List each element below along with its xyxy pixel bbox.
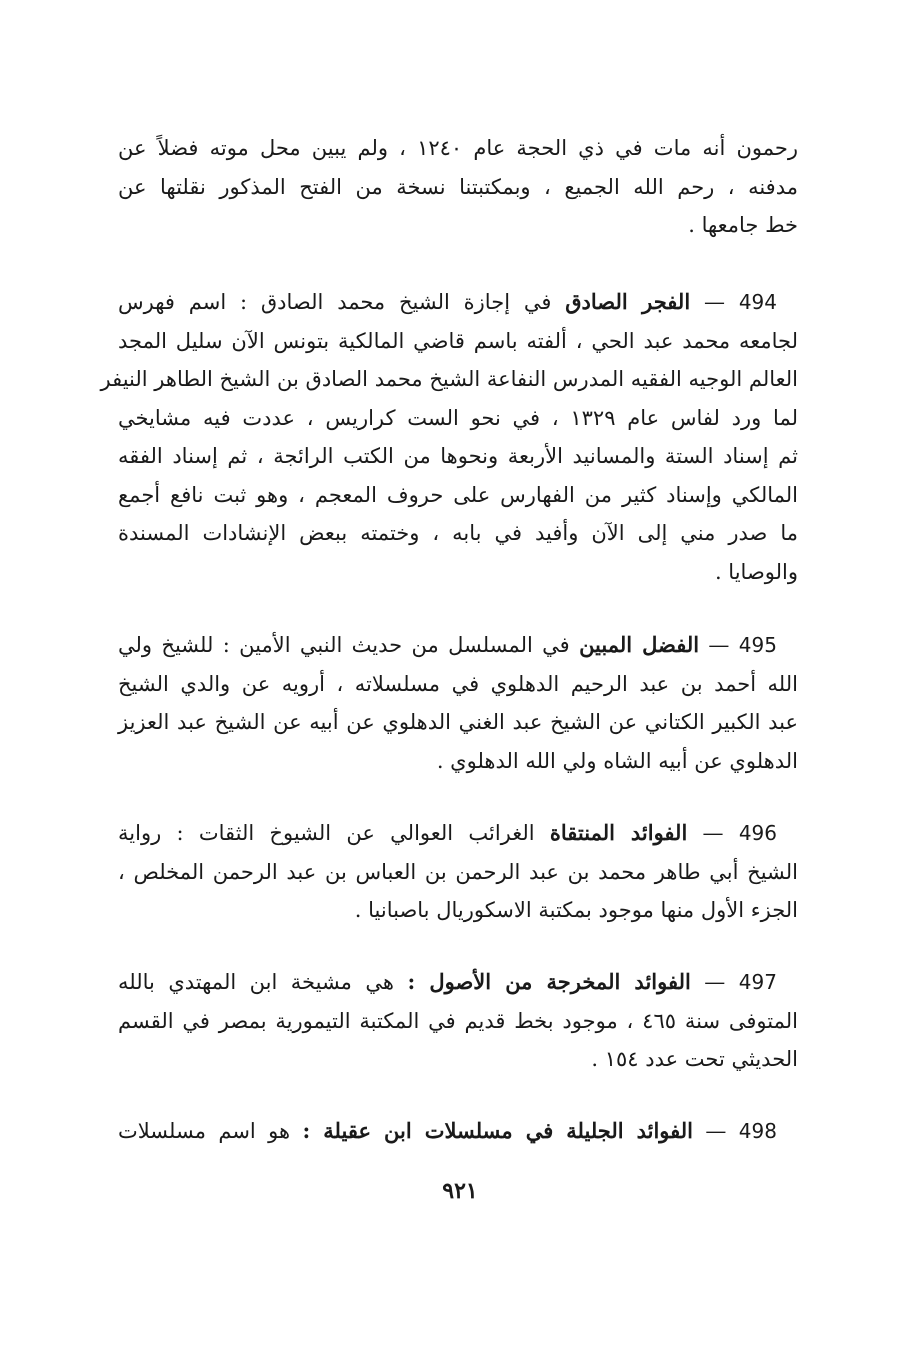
text-line: رحمون أنه مات في ذي الحجة عام ١٢٤٠ ، ولم يبين محل موته فضلاً عن <box>118 136 798 160</box>
entry-title: الفوائد الجليلة في مسلسلات ابن عقيلة : <box>302 1118 693 1143</box>
entry-first-line-text: الغرائب العوالي عن الشيوخ الثقات : رواية <box>118 821 550 845</box>
entry-496 <box>118 814 798 930</box>
entry-first-line: 496 — الفوائد المنتقاة الغرائب العوالي عن الشيوخ الثقات : رواية <box>118 820 777 845</box>
entry-number: 495 <box>738 633 777 657</box>
text-line: الشيخ أبي طاهر محمد بن عبد الرحمن بن العباس بن عبد الرحمن المخلص ، <box>118 859 798 884</box>
entry-title: الفوائد المنتقاة <box>549 820 688 845</box>
entry-first-line-text: هي مشيخة ابن المهتدي بالله <box>118 970 408 994</box>
text-line: والوصايا . <box>714 559 798 584</box>
text-line: العالم الوجيه الفقيه المدرس النفاعة الشيخ محمد الصادق بن الشيخ الطاهر النيفر <box>100 367 798 391</box>
text-line: الجزء الأول منها موجود بمكتبة الاسكوريال باصبانيا . <box>354 898 798 922</box>
text-line: لجامعه محمد عبد الحي ، ألفته باسم قاضي المالكية بتونس الآن سليل المجد <box>118 328 798 353</box>
entry-first-line: 498 — الفوائد الجليلة في مسلسلات ابن عقيلة : هو اسم مسلسلات <box>118 1118 777 1143</box>
entry-494 <box>100 283 798 591</box>
text-line: المالكي وإسناد كثير من الفهارس على حروف المعجم ، وهو ثبت نافع أجمع <box>118 482 798 507</box>
entry-first-line-text: في المسلسل من حديث النبي الأمين : للشيخ ولي <box>118 633 580 657</box>
text-line: الدهلوي عن أبيه الشاه ولي الله الدهلوي . <box>436 748 798 773</box>
entry-first-line-text: هو اسم مسلسلات <box>118 1119 303 1143</box>
continuation-paragraph <box>118 129 798 245</box>
entry-title: الفوائد المخرجة من الأصول : <box>407 969 691 994</box>
entry-number: 498 <box>738 1119 777 1143</box>
entry-title: الفضل المبين <box>579 632 700 657</box>
entry-number: 496 <box>738 821 777 845</box>
entry-first-line-text: في إجازة الشيخ محمد الصادق : اسم فهرس <box>118 290 566 314</box>
entry-first-line: 495 — الفضل المبين في المسلسل من حديث النبي الأمين : للشيخ ولي <box>118 632 777 657</box>
text-line: الله أحمد بن عبد الرحيم الدهلوي في مسلسلاته ، أرويه عن والدي الشيخ <box>118 671 798 696</box>
entry-number: 497 <box>738 970 777 994</box>
page-number: ٩٢١ <box>442 1178 478 1204</box>
text-line: المتوفى سنة ٤٦٥ ، موجود بخط قديم في المكتبة التيمورية بمصر في القسم <box>118 1008 798 1033</box>
text-line: الحديثي تحت عدد ١٥٤ . <box>591 1047 798 1071</box>
text-line: ثم إسناد الستة والمسانيد الأربعة ونحوها من الكتب الرائجة ، ثم إسناد الفقه <box>118 444 798 468</box>
entry-title: الفجر الصادق <box>565 289 691 314</box>
entry-number: 494 <box>738 290 778 314</box>
text-line: خط جامعها . <box>688 213 798 237</box>
entry-first-line: 497 — الفوائد المخرجة من الأصول : هي مشيخة ابن المهتدي بالله <box>118 969 777 994</box>
text-line: مدفنه ، رحم الله الجميع ، وبمكتبتنا نسخة من الفتح المذكور نقلتها عن <box>118 174 798 199</box>
entry-497 <box>118 963 798 1079</box>
entry-first-line: 494 — الفجر الصادق في إجازة الشيخ محمد الصادق : اسم فهرس <box>118 289 778 314</box>
text-line: لما ورد لفاس عام ١٣٢٩ ، في نحو الست كراريس ، عددت فيه مشايخي <box>118 405 798 430</box>
text-line: ما صدر مني إلى الآن وأفيد في بابه ، وختمته ببعض الإنشادات المسندة <box>118 521 798 545</box>
text-line: عبد الكبير الكتاني عن الشيخ عبد الغني الدهلوي عن أبيه عن الشيخ عبد العزيز <box>118 710 798 734</box>
entry-495 <box>118 626 798 780</box>
entry-498 <box>118 1112 798 1151</box>
